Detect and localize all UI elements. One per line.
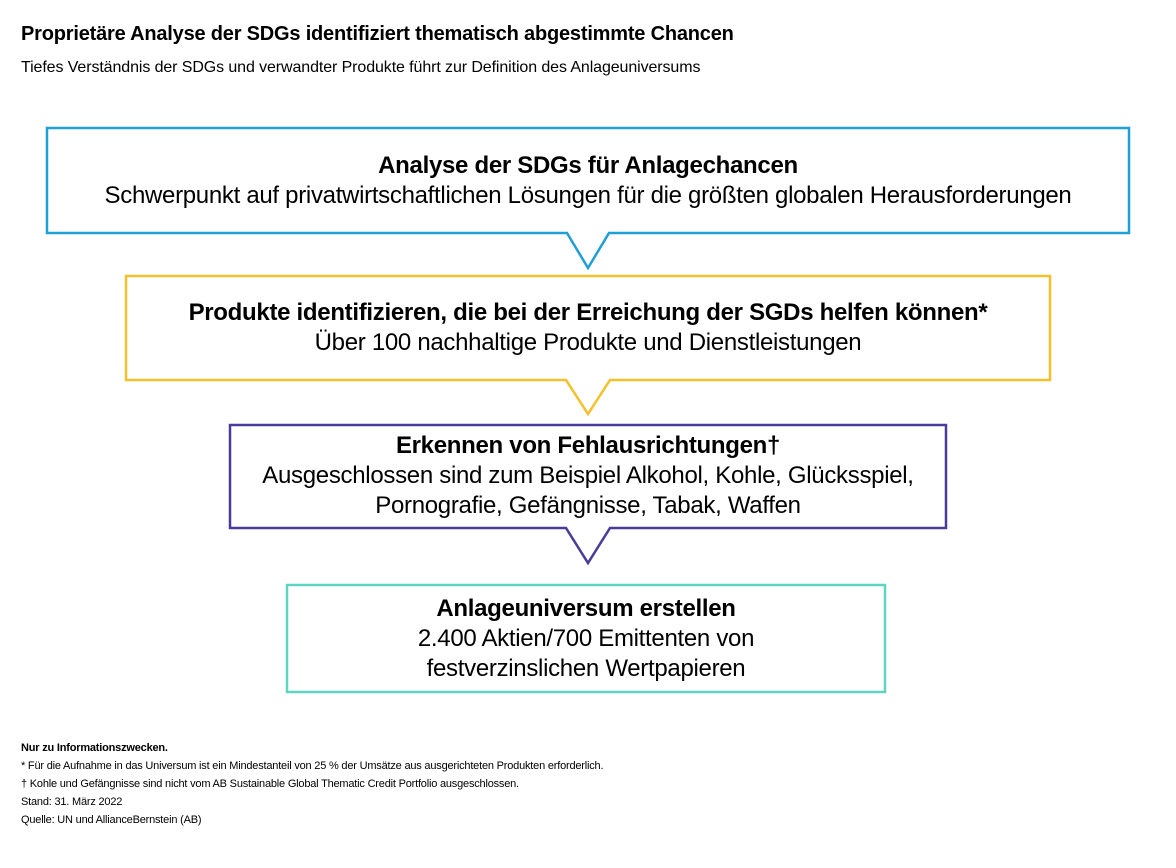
step-2-text: [126, 298, 1050, 358]
step-3-line-1: Ausgeschlossen sind zum Beispiel Alkohol, Kohle, Glücksspiel,: [262, 462, 914, 489]
step-3-line-2: Pornografie, Gefängnisse, Tabak, Waffen: [375, 492, 801, 519]
footer: [21, 739, 603, 829]
chart-subtitle: Tiefes Verständnis der SDGs und verwandter Produkte führt zur Definition des Anlageuniversums: [21, 59, 701, 76]
step-2-title: Produkte identifizieren, die bei der Erreichung der SGDs helfen können*: [188, 299, 988, 326]
chart-title: Proprietäre Analyse der SDGs identifiziert thematisch abgestimmte Chancen: [21, 23, 734, 45]
step-2-line-1: Über 100 nachhaltige Produkte und Dienstleistungen: [314, 329, 862, 356]
step-4-title: Anlageuniversum erstellen: [436, 595, 736, 622]
footer-disclaimer: Nur zu Informationszwecken.: [21, 742, 168, 754]
footer-note-asterisk: * Für die Aufnahme in das Universum ist ein Mindestanteil von 25 % der Umsätze aus ausgerichteten Produkten erforderlich.: [21, 760, 604, 772]
step-1-title: Analyse der SDGs für Anlagechancen: [378, 152, 798, 179]
step-4-line-2: festverzinslichen Wertpapieren: [426, 655, 746, 682]
step-3-text: [230, 431, 946, 521]
step-1-text: [47, 151, 1129, 211]
step-4-text: [287, 594, 885, 684]
footer-source: Quelle: UN und AllianceBernstein (AB): [21, 814, 202, 826]
footer-note-dagger: † Kohle und Gefängnisse sind nicht vom AB Sustainable Global Thematic Credit Portfolio ausgeschlossen.: [21, 778, 519, 790]
step-1-line-1: Schwerpunkt auf privatwirtschaftlichen Lösungen für die größten globalen Herausforderungen: [104, 182, 1072, 209]
footer-date: Stand: 31. März 2022: [21, 796, 123, 808]
step-4-line-1: 2.400 Aktien/700 Emittenten von: [417, 625, 755, 652]
step-3-title: Erkennen von Fehlausrichtungen†: [395, 432, 781, 459]
